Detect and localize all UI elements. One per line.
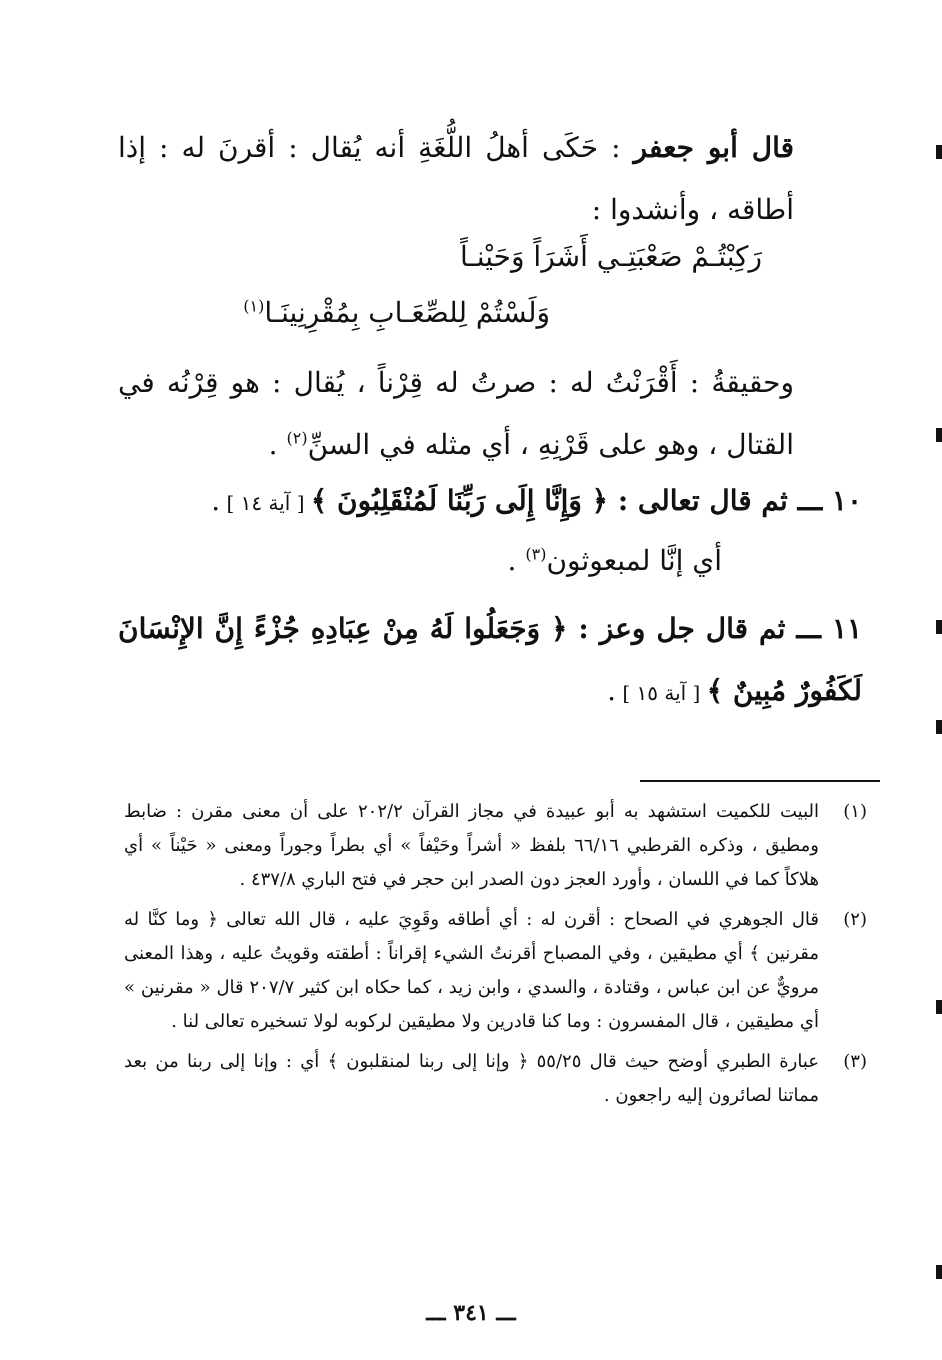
item-11-lead: ثم قال جل وعز : (567, 612, 797, 645)
footnote-1 (124, 795, 867, 897)
binding-mark (936, 145, 942, 159)
poem-line-1: رَكِبْتُـمْ صَعْبَتِـي أَشَرَاً وَحَيْنـاً (460, 240, 762, 273)
footnote-text: قال الجوهري في الصحاح : أقرن له : أي أطاقه وقَوِيَ عليه ، قال الله تعالى ﴿ وما كنَّا له مقرنين ﴾ أي مطيقين ، وفي المصباح أقرنتُ الشيء إقراناً : أطقته وقويتُ عليه ، وهذا المعنى مرويٌّ عن ابن عباس ، وقتادة ، والسدي ، وابن زيد ، كما حكاه ابن كثير ٢٠٧/٧ قال « مقرنين » أي مطيقين ، قال المفسرون : وما كنا قادرين ولا مطيقين لركوبه لولا تسخيره تعالى لنا . (124, 909, 819, 1032)
verse-ref-15: [ آية ١٥ ] (615, 681, 707, 705)
speaker-lead: قال أبو جعفر (633, 131, 794, 164)
binding-mark (936, 1000, 942, 1014)
footnotes (124, 795, 867, 1119)
footnote-3 (124, 1045, 867, 1113)
poem-line-2 (243, 296, 550, 329)
paragraph-text: وحقيقةُ : أَقْرَنْتُ له : صرتُ له قِرْناً ، يُقال : هو قِرْنُه في القتال ، وهو على قَرْنِهِ ، أي مثله في السنِّ (118, 366, 794, 461)
item-10: ١٠ ـــ ثم قال تعالى : ﴿ وَإِنَّا إِلَى رَبِّنَا لَمُنْقَلِبُونَ ﴾ [ آية ١٤ ] . (211, 484, 862, 517)
footnote-text: البيت للكميت استشهد به أبو عبيدة في مجاز القرآن ٢٠٢/٢ على أن معنى مقرن : ضابط ومطيق ، وذكره القرطبي ٦٦/١٦ بلفظ « أشراً وحَيْفاً » أي بطراً وجوراً ومعنى « حَيْناً » أي هلاكاً كما في اللسان ، وأورد العجز دون الصدر ابن حجر في فتح الباري ٤٣٧/٨ . (124, 801, 819, 890)
item-10-lead: ثم قال تعالى : (608, 484, 798, 517)
footnote-text: عبارة الطبري أوضح حيث قال ٥٥/٢٥ ﴿ وإنا إلى ربنا لمنقلبون ﴾ أي : وإنا إلى ربنا من بعد مماتنا لصائرون إليه راجعون . (124, 1051, 819, 1106)
page-number: ـــ ٣٤١ ـــ (426, 1300, 516, 1326)
item-number-10: ١٠ ـــ (797, 484, 862, 517)
paragraph-text: : حَكَى أهلُ اللُّغَةِ أنه يُقال : أقرنَ له : إذا أطاقه ، وأنشدوا : (118, 131, 794, 226)
footnote-number: (٣) (843, 1051, 867, 1072)
verse-ref-14: [ آية ١٤ ] (220, 491, 311, 515)
binding-mark (936, 620, 942, 634)
paragraph-haqiqa: وحقيقةُ : أَقْرَنْتُ له : صرتُ له قِرْناً ، يُقال : هو قِرْنُه في القتال ، وهو على قَرْنِهِ ، أي مثله في السنِّ$^{(٢)}$ . (118, 366, 794, 461)
binding-mark (936, 428, 942, 442)
footnote-separator (640, 780, 880, 782)
poem-line-2-text: وَلَسْتُمْ لِلصِّعَـابِ بِمُقْرِنِينَـا (264, 296, 550, 329)
binding-mark (936, 720, 942, 734)
footnote-number: (٢) (843, 909, 867, 930)
item-11: ١١ ـــ ثم قال جل وعز : ﴿ وَجَعَلُوا لَهُ مِنْ عِبَادِهِ جُزْءً إِنَّ الإِنْسَانَ لَكَفُورٌ مُبِينٌ ﴾ [ آية ١٥ ] . (118, 612, 863, 707)
quran-verse-15: ﴿ وَجَعَلُوا لَهُ مِنْ عِبَادِهِ جُزْءً إِنَّ الإِنْسَانَ لَكَفُورٌ مُبِينٌ ﴾ (118, 612, 862, 707)
explanation-text: أي إنَّا لمبعوثون (546, 544, 722, 577)
paragraph-abu-jaafar (118, 117, 794, 241)
footnote-2 (124, 903, 867, 1039)
footnote-ref-2: (٢) (286, 428, 308, 448)
quran-verse-14: ﴿ وَإِنَّا إِلَى رَبِّنَا لَمُنْقَلِبُونَ ﴾ (310, 484, 609, 517)
item-number-11: ١١ ـــ (796, 612, 863, 645)
footnote-number: (١) (843, 801, 867, 822)
binding-mark (936, 1265, 942, 1279)
footnote-ref-3: (٣) (525, 544, 547, 564)
footnote-ref-1: (١) (243, 296, 265, 316)
item-10-explanation: أي إنَّا لمبعوثون$^{(٣)}$ . (507, 544, 722, 577)
